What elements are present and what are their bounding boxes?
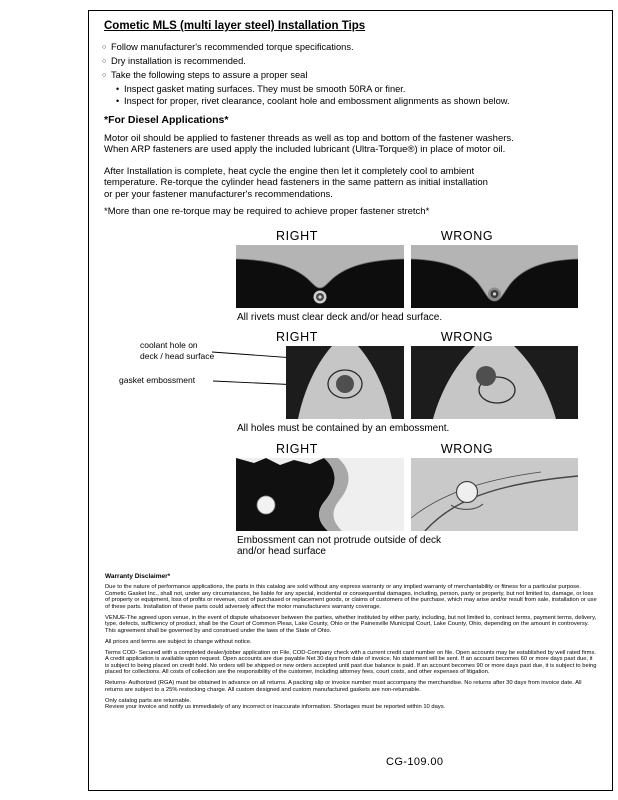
tip-text: Follow manufacturer's recommended torque specifications. <box>111 42 354 52</box>
fig1-right-image <box>236 245 404 308</box>
tip-text: Inspect for proper, rivet clearance, coolant hole and embossment alignments as shown below. <box>124 96 510 106</box>
circle-bullet-icon <box>102 41 111 55</box>
fig1-wrong-image <box>411 245 578 308</box>
tip-subitem <box>116 83 510 95</box>
fig3-wrong-image <box>411 458 578 531</box>
retorque-note: *More than one re-torque may be required to achieve proper fastener stretch* <box>104 206 430 217</box>
hole-contained-diagram <box>286 346 404 419</box>
circle-bullet-icon <box>102 55 111 69</box>
page-title: Cometic MLS (multi layer steel) Installation Tips <box>104 20 366 32</box>
hole-not-contained-diagram <box>411 346 578 419</box>
disclaimer-paragraph: VENUE-The agreed upon venue, in the event of dispute whatsoever between the parties, whether instituted by either party, including, but not limited to, contract terms, payment terms, delivery, type, defects, sufficiency of product, shall be the Court of Common Pleas, Lake County, Ohio or the Painesville Municipal Court, Lake County, Ohio, depending on the amount in controversy. This agreement shall be governed by and construed under the laws of the State of Ohio. <box>105 614 597 634</box>
diesel-paragraph-2: After Installation is complete, heat cycle the engine then let it completely cool to ambient temperature. Re-torque the cylinder head fasteners in the same pattern as initial installation or per your fastener manufacturer's recommendations. <box>104 166 488 200</box>
disclaimer-paragraph: Only catalog parts are returnable. Review your invoice and notify us immediately of any incorrect or inaccurate information. Shortages must be reported within 10 days. <box>105 697 446 710</box>
tip-item <box>102 41 510 55</box>
fig2-right-label: RIGHT <box>276 330 318 344</box>
tip-item <box>102 55 510 69</box>
embossment-protruding-diagram <box>411 458 578 531</box>
disclaimer-paragraph: Terms COD- Secured with a completed dealer/jobber application on File, COD-Company check with a current credit card number on file. Open accounts may be established by well rated firms. A credit application is available upon request. Open accounts are due payable Net 30 days from date of invoice. No statement will be sent. If an account becomes 60 or more days past due, it is subject to being placed on credit hold. No orders will be shipped or new orders accepted until past due balance is paid. If an account becomes 90 or more days past due, it is subject to being placed for collections. All costs of collection are the responsibility of the customer, including attorney fees, court costs, and other expenses of litigation. <box>105 649 597 675</box>
dot-bullet-icon <box>116 83 124 95</box>
diesel-applications-heading: *For Diesel Applications* <box>104 114 229 126</box>
tip-subitem <box>116 95 510 107</box>
rivet-touching-diagram <box>411 245 578 308</box>
disclaimer-paragraph: All prices and terms are subject to change without notice. <box>105 638 252 645</box>
fig2-wrong-image <box>411 346 578 419</box>
fig3-right-label: RIGHT <box>276 442 318 456</box>
warranty-disclaimer <box>105 573 597 715</box>
tip-text: Inspect gasket mating surfaces. They must be smooth 50RA or finer. <box>124 84 406 94</box>
fig1-right-label: RIGHT <box>276 229 318 243</box>
page-code: CG-109.00 <box>386 756 444 768</box>
fig3-right-image <box>236 458 404 531</box>
fig3-caption: Embossment can not protrude outside of deck and/or head surface <box>237 535 442 557</box>
gasket-embossment-callout: gasket embossment <box>119 375 196 385</box>
embossment-inside-diagram <box>236 458 404 531</box>
fig2-caption: All holes must be contained by an embossment. <box>237 423 450 434</box>
fig2-right-image <box>286 346 404 419</box>
coolant-hole-callout: coolant hole on deck / head surface <box>140 340 215 361</box>
disclaimer-paragraph: Due to the nature of performance applications, the parts in this catalog are sold without any express warranty or any implied warranty of merchantability or fitness for a particular purpose. Cometic Gasket Inc., shall not, under any circumstances, be liable for any special, incidental or consequential damages, including, person, party or property, but not limited to, damage, or loss of property or equipment, loss of profits or revenue, cost of purchased or replacement goods, or claims of customers of the purchase, which may arise and/or result from sale, installation or use of these parts. Installation of these parts could adversely affect the motor manufacturers warranty coverage. <box>105 584 597 610</box>
circle-bullet-icon <box>102 69 111 83</box>
disclaimer-paragraph: Returns- Authorized (RGA) must be obtained in advance on all returns. A packing slip or invoice number must accompany the merchandise. No returns after 30 days from invoice date. All returns are subject to a 25% restocking charge. All custom designed and custom manufactured gaskets are non-returnable. <box>105 680 582 693</box>
tip-text: Dry installation is recommended. <box>111 56 246 66</box>
tips-list <box>102 41 510 107</box>
rivet-clear-diagram <box>236 245 404 308</box>
fig3-wrong-label: WRONG <box>440 442 494 456</box>
dot-bullet-icon <box>116 95 124 107</box>
fig2-wrong-label: WRONG <box>440 330 494 344</box>
tip-text: Take the following steps to assure a proper seal <box>111 70 308 80</box>
fig1-wrong-label: WRONG <box>440 229 494 243</box>
disclaimer-heading: Warranty Disclaimer* <box>105 573 171 580</box>
tip-item <box>102 69 510 83</box>
diesel-paragraph-1: Motor oil should be applied to fastener threads as well as top and bottom of the fastener washers. When ARP fasteners are used apply the included lubricant (Ultra-Torque®) in place of motor oil. <box>104 133 514 156</box>
fig1-caption: All rivets must clear deck and/or head surface. <box>237 312 443 323</box>
